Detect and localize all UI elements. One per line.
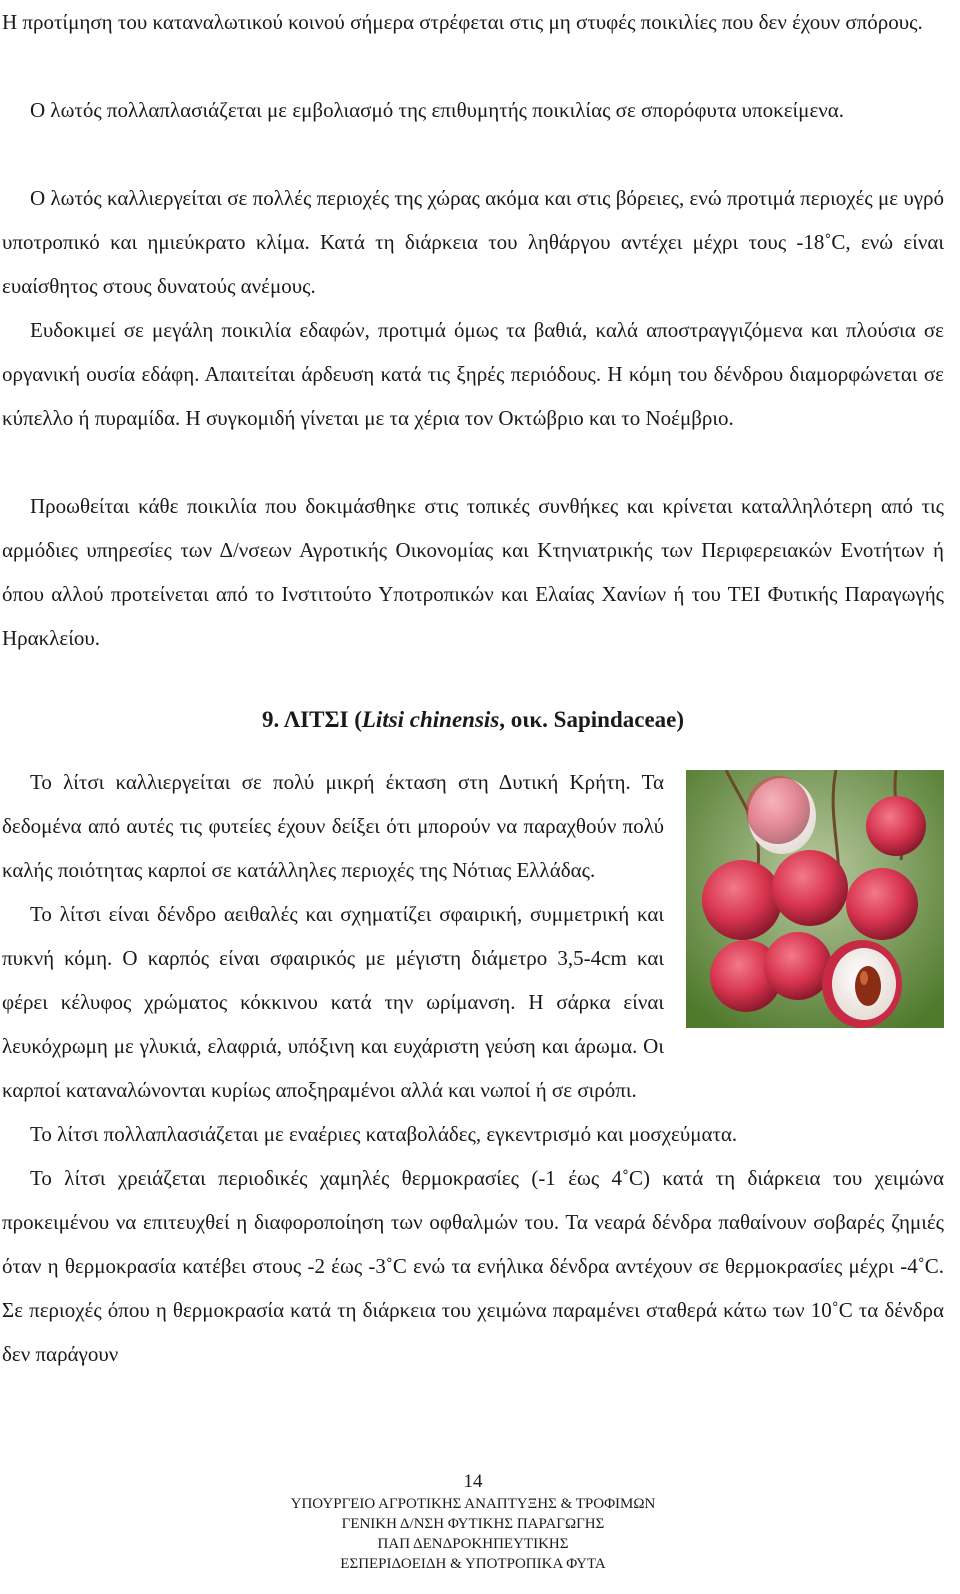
section-heading-litsi: 9. ΛΙΤΣΙ (Litsi chinensis, οικ. Sapindaceae) bbox=[261, 707, 685, 732]
lychee-fruit-photo-icon bbox=[686, 770, 944, 1028]
footer-directorate: ΓΕΝΙΚΗ Δ/ΝΣΗ ΦΥΤΙΚΗΣ ΠΑΡΑΓΩΓΗΣ bbox=[341, 1516, 605, 1532]
paragraph-litsi-temperature: Το λίτσι χρειάζεται περιοδικές χαμηλές θερμοκρασίες (-1 έως 4˚C) κατά τη διάρκεια του χειμώνα προκειμένου να επιτευχθεί η διαφοροποίηση των οφθαλμών του. Τα νεαρά δένδρα παθαίνουν σοβαρές ζημιές όταν η θερμοκρασία κατέβει στους -2 έως -3˚C ενώ τα ενήλικα δένδρα αντέχουν σε θερμοκρασίες μέχρι -4˚C. Σε περιοχές όπου η θερμοκρασία κατά τη διάρκεια του χειμώνα παραμένει σταθερά κάτω των 10˚C τα δένδρα δεν παράγουν bbox=[2, 1166, 944, 1366]
paragraph-preference: Η προτίμηση του καταναλωτικού κοινού σήμερα στρέφεται στις μη στυφές ποικιλίες που δεν έχουν σπόρους. bbox=[2, 10, 923, 34]
section-body bbox=[2, 760, 944, 1376]
paragraph-litsi-description: Το λίτσι είναι δένδρο αειθαλές και σχηματίζει σφαιρική, συμμετρική και πυκνή κόμη. Ο καρπός είναι σφαιρικός με μέγιστη διάμετρο 3,5-4cm και φέρει κέλυφος χρώματος κόκκινου κατά την ωρίμανση. Η σάρκα είναι λευκόχρωμη με γλυκιά, ελαφριά, υπόξινη και ευχάριστη γεύση και άρωμα. Οι καρποί καταναλώνονται κυρίως αποξηραμένοι αλλά και νωποί ή σε σιρόπι. bbox=[2, 902, 664, 1102]
paragraph-varieties-lotus: Προωθείται κάθε ποικιλία που δοκιμάσθηκε στις τοπικές συνθήκες και κρίνεται καταλληλότερη από τις αρμόδιες υπηρεσίες των Δ/νσεων Αγροτικής Οικονομίας και Κτηνιατρικής των Περιφερειακών Ενοτήτων ή όπου αλλού προτείνεται από το Ινστιτούτο Υποτροπικών και Ελαίας Χανίων ή του ΤΕΙ Φυτικής Παραγωγής Ηρακλείου. bbox=[2, 494, 944, 650]
paragraph-soil-lotus: Ευδοκιμεί σε μεγάλη ποικιλία εδαφών, προτιμά όμως τα βαθιά, καλά αποστραγγιζόμενα και πλούσια σε οργανική ουσία εδάφη. Απαιτείται άρδευση κατά τις ξηρές περιόδους. Η κόμη του δένδρου διαμορφώνεται σε κύπελλο ή πυραμίδα. Η συγκομιδή γίνεται με τα χέρια τον Οκτώβριο και το Νοέμβριο. bbox=[2, 318, 944, 430]
paragraph-litsi-propagation: Το λίτσι πολλαπλασιάζεται με εναέριες καταβολάδες, εγκεντρισμό και μοσχεύματα. bbox=[30, 1122, 738, 1146]
paragraph-litsi-intro: Το λίτσι καλλιεργείται σε πολύ μικρή έκταση στη Δυτική Κρήτη. Τα δεδομένα από αυτές τις φυτείες έχουν δείξει ότι μπορούν να παραχθούν πολύ καλής ποιότητας καρποί σε κατάλληλες περιοχές της Νότιας Ελλάδας. bbox=[2, 770, 664, 882]
paragraph-propagation-lotus: Ο λωτός πολλαπλασιάζεται με εμβολιασμό της επιθυμητής ποικιλίας σε σπορόφυτα υποκείμενα. bbox=[30, 98, 845, 122]
page-footer bbox=[0, 1470, 946, 1574]
latin-name: Litsi chinensis bbox=[361, 707, 500, 732]
footer-program: ΠΑΠ ΔΕΝΔΡΟΚΗΠΕΥΤΙΚΗΣ bbox=[377, 1536, 569, 1552]
footer-topic: ΕΣΠΕΡΙΔΟΕΙΔΗ & ΥΠΟΤΡΟΠΙΚΑ ΦΥΤΑ bbox=[340, 1556, 606, 1572]
footer-ministry: ΥΠΟΥΡΓΕΙΟ ΑΓΡΟΤΙΚΗΣ ΑΝΑΠΤΥΞΗΣ & ΤΡΟΦΙΜΩΝ bbox=[290, 1496, 656, 1512]
lychee-photo bbox=[686, 770, 944, 1028]
page-number: 14 bbox=[463, 1471, 483, 1492]
paragraph-cultivation-lotus: Ο λωτός καλλιεργείται σε πολλές περιοχές της χώρας ακόμα και στις βόρειες, ενώ προτιμά περιοχές με υγρό υποτροπικό και ημιεύκρατο κλίμα. Κατά τη διάρκεια του ληθάργου αντέχει μέχρι τους -18˚C, ενώ είναι ευαίσθητος στους δυνατούς ανέμους. bbox=[2, 186, 944, 298]
